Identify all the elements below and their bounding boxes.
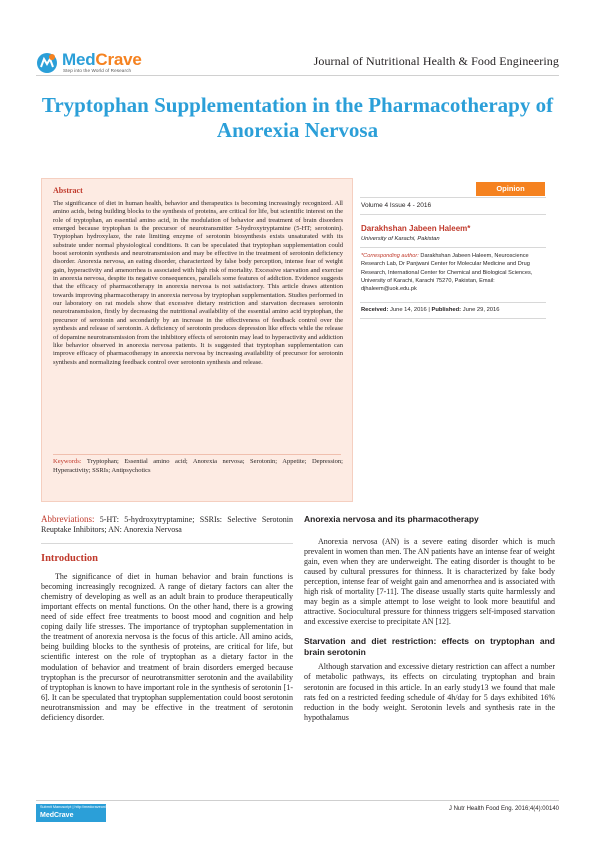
info-divider: [360, 318, 546, 319]
corresponding-author: [361, 252, 545, 293]
abbreviations-label: Abbreviations:: [41, 514, 95, 524]
received-label: Received:: [361, 307, 389, 313]
starvation-section-text: Although starvation and excessive dietary restriction can affect a number of metabolic pathways, its effects on circulating tryptophan and brain serotonin are focused in this article. In an early study13 we found that male rats fed on a restricted feeding schedule of 4h/day for 5 days exhibited 16% reduction in the body weight. Serotonin levels and synthesis rate in the hypothalamus: [304, 662, 555, 722]
header-divider: [36, 75, 559, 76]
info-divider: [360, 247, 546, 248]
anorexia-section-text: Anorexia nervosa (AN) is a severe eating disorder which is much prevalent in women than men. The AN patients have an intense fear of weight gain, even when they are underweight. The eating disorder is thought to be caused by cultural pressures for thinness. It is characterized by fake body perception, intense fear of weight gain and amenorrhea and is associated with high risk of mortality [7-11]. The disease usually starts quite harmlessly and may begin as a simple attempt to lose weight to look more beautiful and attractive. Sociocultural pressure for thinness triggers self-imposed starvation and excessive exercise to precipitate AN [12].: [304, 537, 555, 627]
keywords-text: Tryptophan; Essential amino acid; Anorexia nervosa; Serotonin; Appetite; Depression; Hyperactivity; SSRIs; Antipsychotics: [53, 458, 343, 474]
anorexia-section-heading: Anorexia nervosa and its pharmacotherapy: [304, 514, 479, 524]
article-type-badge: Opinion: [476, 182, 545, 196]
keywords: [53, 458, 343, 475]
published-date: June 29, 2016: [461, 307, 500, 313]
received-date: June 14, 2016 |: [388, 307, 432, 313]
keywords-divider: [53, 454, 341, 455]
abstract-text: The significance of diet in human health, behavior and therapeutics is becoming increasingly recognized. All amino acids, being building blocks to the synthesis of proteins, are critical for life, but scientific interest on the role of tryptophan, an essential amino acid, in the modulation of behavior and treatment of brain disorders emerged because tryptophan is the precursor of neurotransmitter 5-hydroxytryptamine (5-HT; serotonin). Tryptophan hydroxylaze, the rate limiting enzyme of serotonin biosynthesis exists unsaturated with its substrate under normal physiological conditions. It can be speculated that tryptophan supplementation could boost serotonin synthesis and neurotransmission and may be effective in the treatment of serotonin deficiency disorder. Anorexia nervosa, an eating disorder, characterized by false body perception, intense fear of weight gain, hyperactivity and amenorrhea is associated with high risk of mortality. Excessive starvation and exercise in anorexia nervosa, despite its negative consequences, parallels some features of addiction. Evidence suggests that the efficacy of pharmacotherapy in anorexia nervosa is not satisfactory. This article draws attention towards improving pharmacotherapy in anorexia nervosa by tryptophan supplementation. Studies performed in our laboratory on rat models show that excessive dietary restriction and starvation decreases serotonin neurotransmission, firstly by decreasing the nutritional availability of the essential amino acid tryptophan, the precursor of serotonin and secondarily by an increase in the effectiveness of feedback control over the synthesis and release of serotonin. A deficiency of serotonin produces depression like effects while the release of dopamine neurotransmission from the inhibitory effects of serotonin may lead to hyperactivity and addiction like behavior observed in anorexia nervosa patients. It is suggested that tryptophan supplementation can improve efficacy of pharmacotherapy in anorexia nervosa by increasing availability of precursor for serotonin synthesis and normalizing feedback control over serotonin synthesis and release.: [53, 200, 343, 366]
footer-citation: J Nutr Health Food Eng. 2016;4(4):00140: [448, 806, 559, 812]
logo-name: MedCrave: [62, 50, 142, 69]
article-dates: [361, 307, 499, 313]
abstract-box: [41, 178, 353, 502]
starvation-section-heading: Starvation and diet restriction: effects on tryptophan and brain serotonin: [304, 636, 555, 658]
abbreviations: [41, 514, 293, 535]
author-affiliation: University of Karachi, Pakistan: [361, 236, 440, 242]
info-divider: [360, 197, 546, 198]
abbreviations-divider: [41, 543, 293, 544]
journal-title: Journal of Nutritional Health & Food Engineering: [313, 54, 559, 68]
submit-manuscript-link[interactable]: Submit Manuscript | http://medcraveonline.com: [40, 805, 120, 809]
article-title: Tryptophan Supplementation in the Pharmacotherapy of Anorexia Nervosa: [41, 93, 554, 142]
footer-divider: [36, 800, 559, 801]
corresponding-author-label: *Corresponding author:: [361, 253, 419, 259]
body-right-column: [304, 514, 555, 723]
info-divider: [360, 302, 546, 303]
author-name[interactable]: Darakhshan Jabeen Haleem*: [361, 224, 471, 233]
info-divider: [360, 214, 546, 215]
corresponding-author-text: Darakhshan Jabeen Haleem, Neuroscience Research Lab, Dr Panjwani Center for Molecular Medicine and Drug Research, International Center for Chemical and Biological Sciences, University of Karachi, Karachi 75270, Pakistan, Email: djhaleem@uok.edu.pk: [361, 253, 533, 293]
keywords-label: Keywords:: [53, 458, 82, 465]
abbreviations-text: 5-HT: 5-hydroxytryptamine; SSRIs: Selective Serotonin Reuptake Inhibitors; AN: Anorexia Nervosa: [41, 515, 293, 535]
medcrave-logo-icon: [36, 52, 58, 74]
abstract-heading: Abstract: [53, 186, 83, 195]
introduction-text: The significance of diet in human behavior and brain functions is becoming increasingly recognized. A range of dietary factors can alter the chemistry of developing as well as an adult brain to produce therapeutically important effects on mental functions. On the other hand, there is a growing need of side effect free treatments to boost mood and cognition and help coping daily life stresses. The importance of tryptophan supplementation in the treatment of anorexia nervosa is the focus of this article. All amino acids, being building blocks to the synthesis of proteins, are critical for life, but scientific interest on the role of tryptophan as a dietary factor in the modulation of behavior and treatment of brain disorders emerged because tryptophan is the precursor of neurotransmitter serotonin and the availability of tryptophan is known to have important role in the synthesis of serotonin [1-6]. It can be speculated that tryptophan supplementation could boost serotonin neurotransmission and may be effective in the treatment of serotonin deficiency disorder.: [41, 572, 293, 722]
published-label: Published:: [431, 307, 462, 313]
volume-issue: Volume 4 Issue 4 - 2016: [361, 202, 432, 209]
footer-brand: MedCrave: [40, 812, 74, 819]
medcrave-logo[interactable]: [36, 50, 166, 76]
logo-tagline: Step into the World of Research: [63, 68, 132, 73]
body-left-column: [41, 514, 293, 723]
introduction-heading: Introduction: [41, 553, 98, 565]
